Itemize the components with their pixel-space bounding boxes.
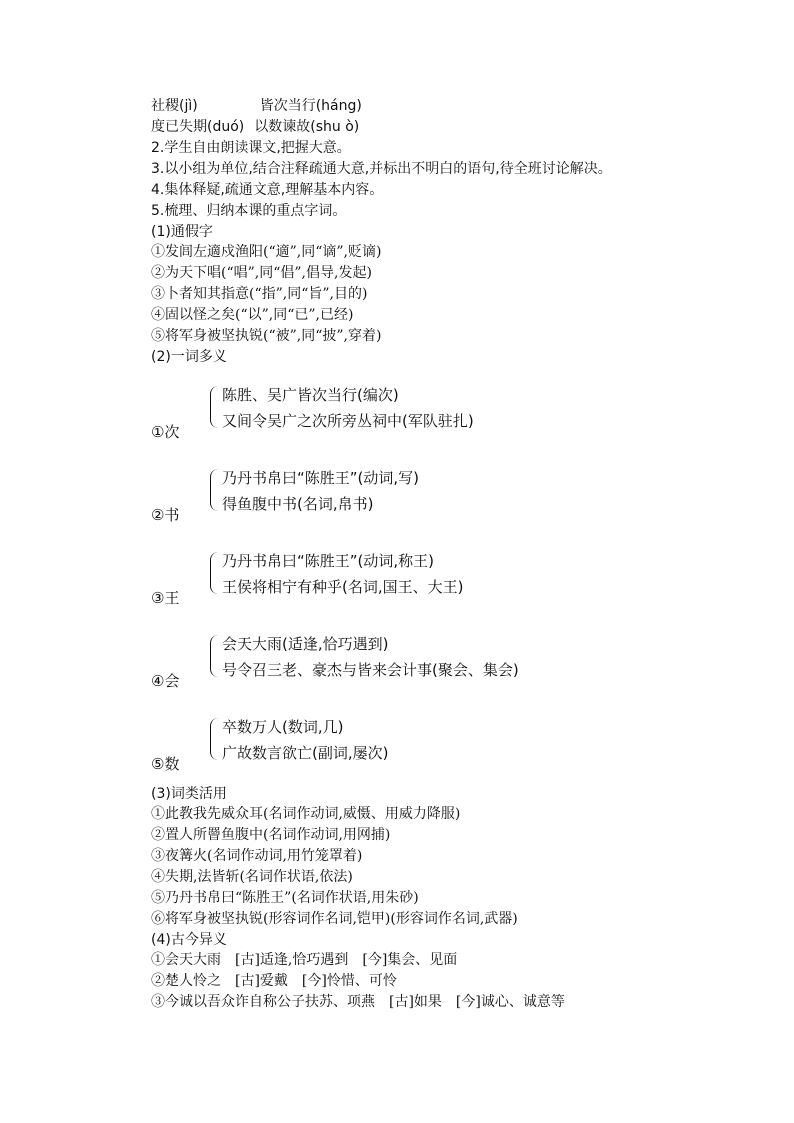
step-2: 2.学生自由朗读课文,把握大意。 bbox=[151, 140, 351, 156]
huoyong-heading: (3)词类活用 bbox=[151, 786, 227, 802]
duoyi-def: 乃丹书帛曰“陈胜王”(动词,写) bbox=[222, 469, 420, 487]
brace-icon bbox=[210, 718, 219, 760]
brace-icon bbox=[210, 469, 219, 511]
tongjia-item: ①发闾左適戍渔阳(“適”,同“谪”,贬谪) bbox=[151, 244, 382, 260]
step-5: 5.梳理、归纳本课的重点字词。 bbox=[151, 203, 347, 219]
tongjia-item: ②为天下唱(“唱”,同“倡”,倡导,发起) bbox=[151, 265, 372, 281]
huoyong-item: ③夜篝火(名词作动词,用竹笼罩着) bbox=[151, 848, 363, 864]
brace-icon bbox=[210, 386, 219, 428]
yiyi-heading: (4)古今异义 bbox=[151, 932, 227, 948]
pinyin-sheji: 社稷(jì) bbox=[151, 98, 198, 114]
pinyin-line-2 bbox=[151, 117, 359, 137]
step-3: 3.以小组为单位,结合注释疏通大意,并标出不明白的语句,待全班讨论解决。 bbox=[151, 161, 612, 177]
duoyi-def: 陈胜、吴广皆次当行(编次) bbox=[222, 386, 399, 404]
huoyong-item: ②置人所罾鱼腹中(名词作动词,用网捕) bbox=[151, 827, 391, 843]
tongjia-item: ⑤将军身被坚执锐(“被”,同“披”,穿着) bbox=[151, 328, 382, 344]
yiyi-item: ①会天大雨 [古]适逢,恰巧遇到 [今]集会、见面 bbox=[151, 952, 458, 968]
duoyi-heading: (2)一词多义 bbox=[151, 349, 227, 365]
huoyong-item: ④失期,法皆斩(名词作状语,依法) bbox=[151, 869, 353, 885]
pinyin-line-1 bbox=[151, 96, 362, 116]
duoyi-def: 广故数言欲亡(副词,屡次) bbox=[222, 744, 389, 762]
pinyin-dangxing: 皆次当行(háng) bbox=[259, 98, 362, 114]
huoyong-item: ⑤乃丹书帛曰“陈胜王”(名词作状语,用朱砂) bbox=[151, 890, 419, 906]
duoyi-def: 号令召三老、豪杰与皆来会计事(聚会、集会) bbox=[222, 661, 519, 679]
duoyi-def: 卒数万人(数词,几) bbox=[222, 718, 344, 736]
yiyi-item: ③今诚以吾众诈自称公子扶苏、项燕 [古]如果 [今]诚心、诚意等 bbox=[151, 994, 565, 1010]
duoyi-term: ③王 bbox=[151, 589, 180, 607]
tongjia-heading: (1)通假字 bbox=[151, 224, 213, 240]
duoyi-term: ⑤数 bbox=[151, 755, 180, 773]
step-4: 4.集体释疑,疏通文意,理解基本内容。 bbox=[151, 182, 384, 198]
pinyin-shuo: 以数谏故(shu ò) bbox=[254, 119, 360, 135]
duoyi-def: 乃丹书帛曰“陈胜王”(动词,称王) bbox=[222, 552, 435, 570]
duoyi-term: ①次 bbox=[151, 423, 180, 441]
duoyi-def: 王侯将相宁有种乎(名词,国王、大王) bbox=[222, 578, 464, 596]
pinyin-duo: 度已失期(duó) bbox=[151, 119, 245, 135]
huoyong-item: ①此教我先威众耳(名词作动词,威慑、用威力降服) bbox=[151, 806, 461, 822]
tongjia-item: ③卜者知其指意(“指”,同“旨”,目的) bbox=[151, 286, 368, 302]
yiyi-item: ②楚人怜之 [古]爱戴 [今]怜惜、可怜 bbox=[151, 973, 397, 989]
duoyi-def: 又间令吴广之次所旁丛祠中(军队驻扎) bbox=[222, 412, 474, 430]
tongjia-item: ④固以怪之矣(“以”,同“已”,已经) bbox=[151, 307, 354, 323]
huoyong-item: ⑥将军身被坚执锐(形容词作名词,铠甲)(形容词作名词,武器) bbox=[151, 911, 518, 927]
duoyi-def: 会天大雨(适逢,恰巧遇到) bbox=[222, 635, 389, 653]
brace-icon bbox=[210, 552, 219, 594]
duoyi-term: ②书 bbox=[151, 506, 180, 524]
duoyi-term: ④会 bbox=[151, 672, 180, 690]
brace-icon bbox=[210, 635, 219, 677]
duoyi-def: 得鱼腹中书(名词,帛书) bbox=[222, 495, 374, 513]
